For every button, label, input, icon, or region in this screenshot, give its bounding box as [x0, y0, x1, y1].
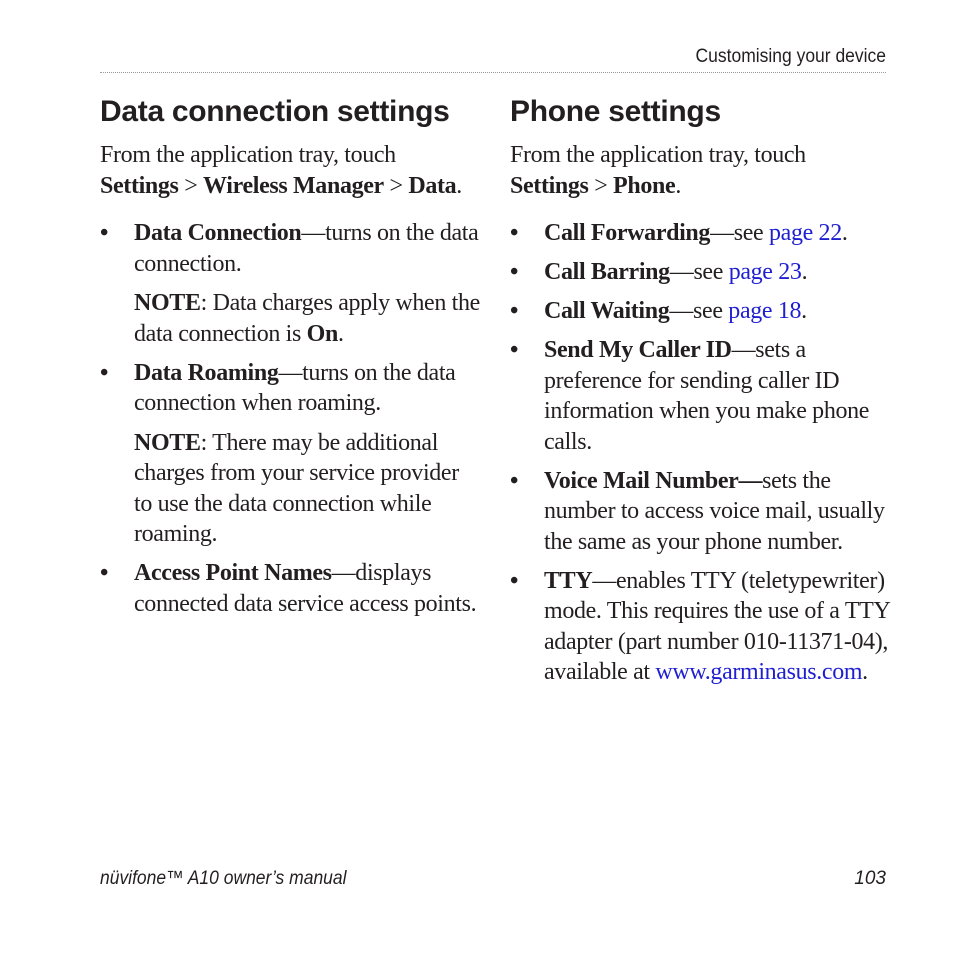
- item-term: TTY: [544, 567, 593, 594]
- running-header: Customising your device: [695, 46, 886, 67]
- path-end: .: [675, 172, 681, 199]
- list-item: [510, 335, 890, 457]
- list-item: [100, 218, 480, 349]
- note-text: : There may be additional charges from your service provider to use the data connection while roaming.: [134, 429, 459, 547]
- item-description: sets the number to access voice mail, usually the same as your phone number.: [544, 467, 885, 555]
- item-term: Call Waiting: [544, 298, 670, 324]
- item-end: .: [862, 659, 868, 685]
- list-item: [510, 466, 890, 558]
- note: [134, 288, 480, 349]
- intro-text: From the application tray, touch: [510, 142, 806, 168]
- bullet-icon: •: [510, 467, 519, 494]
- path-separator: >: [588, 172, 614, 199]
- intro-paragraph: [510, 140, 890, 201]
- item-term: Send My Caller ID: [544, 337, 732, 363]
- note-label: NOTE: [134, 429, 201, 456]
- note-end: .: [337, 320, 344, 347]
- section-title-phone-settings: Phone settings: [510, 95, 721, 128]
- path-separator: >: [178, 172, 204, 199]
- item-description: —sets a preference for sending caller ID information when you make phone calls.: [544, 337, 870, 455]
- item-description: —see: [669, 298, 729, 324]
- item-text: [134, 558, 480, 619]
- bullet-icon: •: [510, 220, 519, 246]
- item-description: —displays connected data service access points.: [134, 560, 477, 617]
- item-text: [544, 257, 890, 288]
- phone-settings-list: [510, 218, 890, 688]
- page-link-18[interactable]: page 18: [728, 298, 802, 324]
- list-item: [510, 257, 890, 288]
- item-text: [544, 335, 890, 457]
- bullet-icon: •: [510, 259, 519, 285]
- list-item: [510, 296, 890, 327]
- phone-settings-section: [510, 92, 890, 696]
- bullet-icon: •: [100, 220, 109, 246]
- note-label: NOTE: [134, 290, 201, 316]
- page-link-23[interactable]: page 23: [728, 259, 802, 285]
- bullet-icon: •: [510, 567, 519, 594]
- item-end: .: [801, 298, 807, 324]
- path-wireless-manager: Wireless Manager: [203, 172, 384, 199]
- item-term: Access Point Names: [134, 560, 332, 586]
- path-settings: Settings: [510, 172, 589, 199]
- data-settings-list: [100, 218, 480, 619]
- page-link-22[interactable]: page 22: [769, 220, 842, 246]
- note-text: : Data charges apply when the data connection is: [134, 290, 480, 347]
- item-text: [544, 218, 890, 249]
- item-term: Data Roaming: [134, 359, 279, 386]
- path-separator: >: [383, 172, 409, 199]
- item-text: [134, 218, 480, 279]
- note: [134, 428, 480, 550]
- path-phone: Phone: [613, 172, 676, 199]
- item-description: —enables TTY (teletypewriter) mode. This requires the use of a TTY adapter (part number 010-11371-04), available at: [544, 567, 890, 685]
- list-item: [100, 558, 480, 619]
- header-divider: [100, 72, 886, 73]
- list-item: [100, 358, 480, 550]
- path-end: .: [456, 172, 462, 199]
- garmin-website-link[interactable]: www.garminasus.com: [655, 659, 863, 685]
- item-end: .: [841, 220, 848, 246]
- item-description: —turns on the data connection.: [134, 220, 479, 277]
- path-settings: Settings: [100, 172, 179, 199]
- item-term: Voice Mail Number—: [544, 467, 763, 494]
- bullet-icon: •: [510, 337, 519, 363]
- item-text: [544, 466, 890, 558]
- note-bold: On: [306, 320, 338, 347]
- section-title-data-connection: Data connection settings: [100, 95, 450, 128]
- footer-manual-title: nüvifone™ A10 owner’s manual: [100, 868, 347, 889]
- item-term: Call Barring: [544, 259, 670, 285]
- item-text: [544, 566, 890, 688]
- item-term: Data Connection: [134, 220, 302, 246]
- item-term: Call Forwarding: [544, 220, 711, 246]
- bullet-icon: •: [100, 359, 109, 386]
- item-text: [134, 358, 480, 419]
- bullet-icon: •: [100, 560, 109, 586]
- bullet-icon: •: [510, 298, 519, 324]
- path-data: Data: [408, 172, 457, 199]
- intro-text: From the application tray, touch: [100, 142, 396, 168]
- item-description: —turns on the data connection when roaming.: [134, 359, 456, 416]
- item-description: —see: [669, 259, 729, 285]
- page-number: 103: [854, 868, 886, 889]
- list-item: [510, 566, 890, 688]
- list-item: [510, 218, 890, 249]
- data-connection-section: [100, 92, 480, 628]
- item-description: —see: [710, 220, 769, 246]
- item-text: [544, 296, 890, 327]
- intro-paragraph: [100, 140, 480, 201]
- item-end: .: [801, 259, 808, 285]
